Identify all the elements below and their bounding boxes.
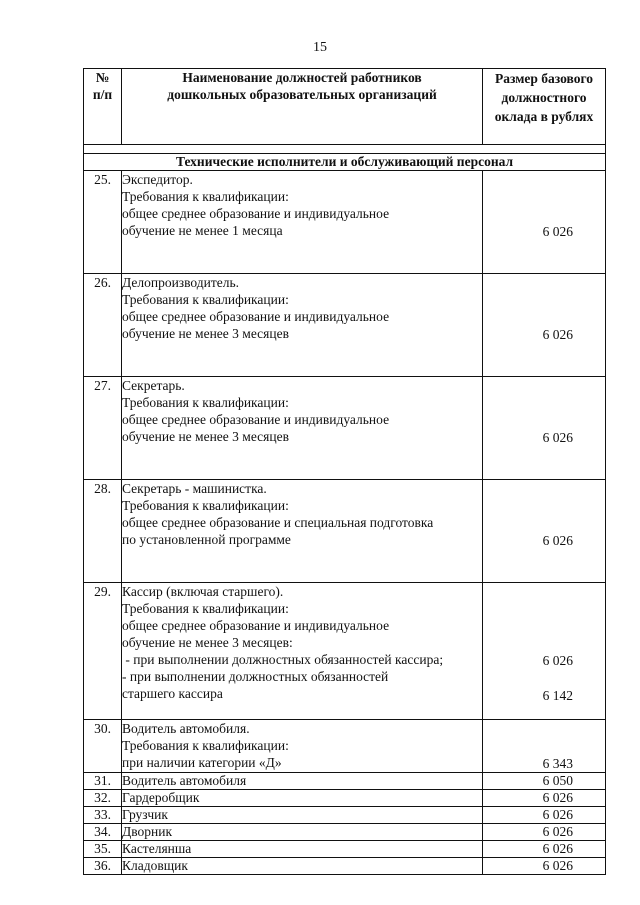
table-row (84, 807, 606, 824)
description-line: Секретарь - машинистка. (122, 481, 267, 496)
description-line: обучение не менее 3 месяцев: (122, 635, 293, 650)
salary-value-senior-cashier: 6 142 (542, 688, 573, 703)
salary-table (83, 68, 606, 875)
description-line: Делопроизводитель. (122, 275, 240, 290)
salary-value: 6 026 (542, 430, 573, 445)
table-row (84, 377, 606, 480)
table-row (84, 773, 606, 790)
description-line: общее среднее образование и индивидуальное (122, 206, 390, 221)
table-row (84, 841, 606, 858)
salary-cell (483, 720, 606, 773)
description-line: Водитель автомобиля. (122, 721, 250, 736)
table-row (84, 790, 606, 807)
row-number: 25. (84, 171, 122, 274)
description-line: - при выполнении должностных обязанностей кассира; (122, 652, 444, 667)
position-name: Гардеробщик (122, 790, 483, 807)
salary-value: 6 026 (542, 533, 573, 548)
spacer-row (84, 145, 606, 154)
position-description (122, 274, 483, 377)
row-number: 34. (84, 824, 122, 841)
row-number: 26. (84, 274, 122, 377)
position-name: Кастелянша (122, 841, 483, 858)
description-line: Требования к квалификации: (122, 498, 289, 513)
header-number-line: № (95, 70, 110, 85)
header-salary-line: оклада в рублях (494, 109, 594, 124)
description-line: обучение не менее 3 месяцев (122, 326, 289, 341)
description-line: общее среднее образование и специальная подготовка (122, 515, 434, 530)
salary-value: 6 026 (542, 327, 573, 342)
salary-value: 6 050 (483, 773, 606, 790)
position-name: Кладовщик (122, 858, 483, 875)
header-number-line: п/п (92, 87, 113, 102)
position-description (122, 480, 483, 583)
salary-value: 6 026 (483, 858, 606, 875)
salary-value-cashier: 6 026 (542, 653, 573, 668)
description-line: общее среднее образование и индивидуальное (122, 412, 390, 427)
table-row (84, 171, 606, 274)
salary-value: 6 026 (542, 224, 573, 239)
salary-value: 6 343 (542, 756, 573, 771)
description-line: обучение не менее 3 месяцев (122, 429, 289, 444)
table-row (84, 583, 606, 720)
header-name-line: Наименование должностей работников (182, 70, 422, 85)
table-row (84, 480, 606, 583)
table-row (84, 824, 606, 841)
header-position-name (122, 69, 483, 145)
description-line: общее среднее образование и индивидуальное (122, 618, 390, 633)
description-line: Экспедитор. (122, 172, 193, 187)
row-number: 28. (84, 480, 122, 583)
table-row (84, 720, 606, 773)
position-name: Грузчик (122, 807, 483, 824)
page-number: 15 (313, 40, 327, 55)
description-line: Кассир (включая старшего). (122, 584, 284, 599)
position-description (122, 583, 483, 720)
row-number: 35. (84, 841, 122, 858)
description-line: Требования к квалификации: (122, 189, 289, 204)
header-salary-line: должностного (501, 90, 587, 105)
description-line: - при выполнении должностных обязанностей (122, 669, 389, 684)
salary-value: 6 026 (483, 790, 606, 807)
description-line: Требования к квалификации: (122, 292, 289, 307)
position-name: Дворник (122, 824, 483, 841)
salary-cell (483, 377, 606, 480)
row-number: 32. (84, 790, 122, 807)
position-description (122, 377, 483, 480)
section-title-row (84, 154, 606, 171)
description-line: обучение не менее 1 месяца (122, 223, 283, 238)
salary-value: 6 026 (483, 807, 606, 824)
salary-cell (483, 274, 606, 377)
row-number: 27. (84, 377, 122, 480)
salary-cell (483, 171, 606, 274)
header-number (84, 69, 122, 145)
salary-cell (483, 583, 606, 720)
description-line: при наличии категории «Д» (122, 755, 282, 770)
table-row (84, 274, 606, 377)
position-description (122, 720, 483, 773)
row-number: 31. (84, 773, 122, 790)
row-number: 36. (84, 858, 122, 875)
section-title: Технические исполнители и обслуживающий персонал (84, 154, 606, 171)
salary-value: 6 026 (483, 841, 606, 858)
position-name: Водитель автомобиля (122, 773, 483, 790)
description-line: по установленной программе (122, 532, 291, 547)
row-number: 33. (84, 807, 122, 824)
description-line: Требования к квалификации: (122, 601, 289, 616)
salary-value: 6 026 (483, 824, 606, 841)
header-salary-line: Размер базового (494, 71, 594, 86)
position-description (122, 171, 483, 274)
table-header-row (84, 69, 606, 145)
row-number: 29. (84, 583, 122, 720)
row-number: 30. (84, 720, 122, 773)
table-row (84, 858, 606, 875)
salary-cell (483, 480, 606, 583)
description-line: общее среднее образование и индивидуальное (122, 309, 390, 324)
header-salary (483, 69, 606, 145)
description-line: Требования к квалификации: (122, 395, 289, 410)
description-line: Секретарь. (122, 378, 185, 393)
header-name-line: дошкольных образовательных организаций (167, 87, 437, 102)
description-line: старшего кассира (122, 686, 223, 701)
description-line: Требования к квалификации: (122, 738, 289, 753)
